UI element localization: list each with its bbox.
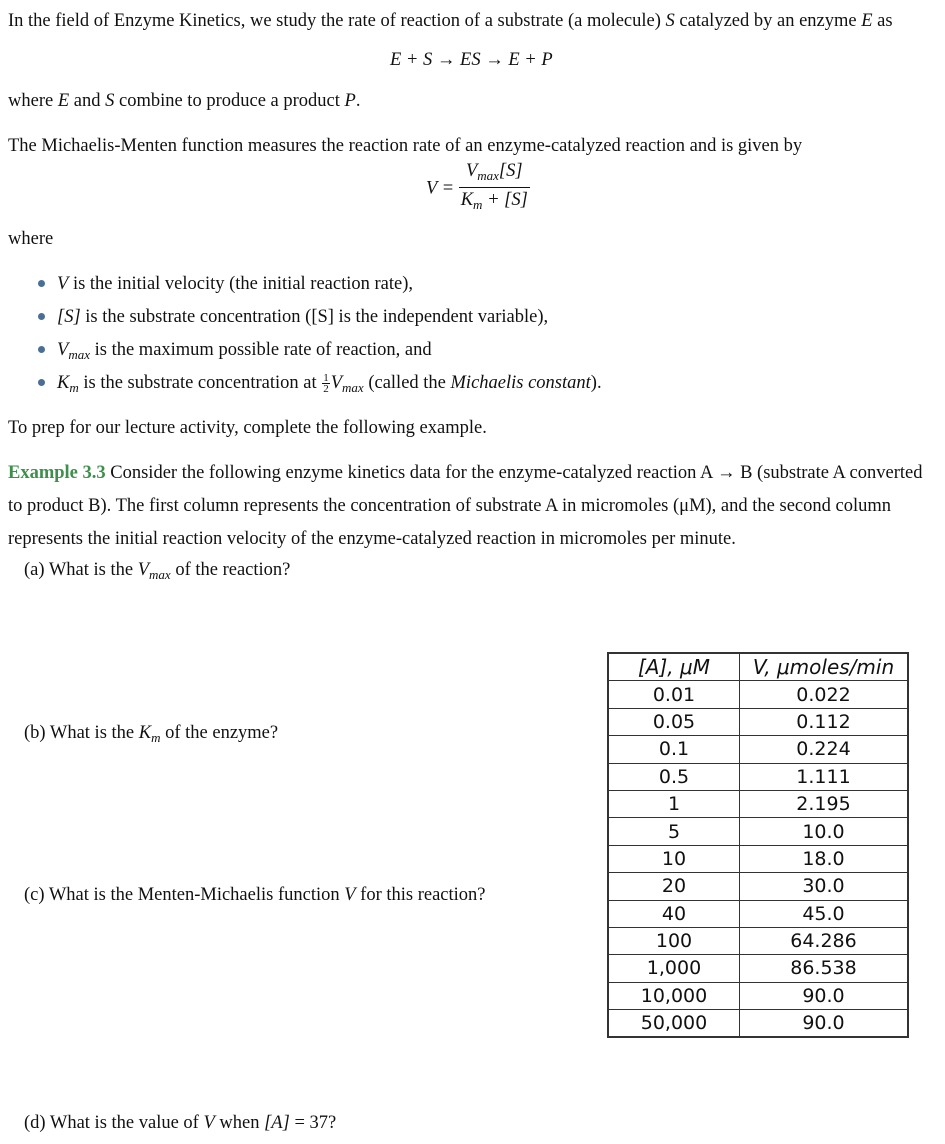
intro-text: In the field of Enzyme Kinetics, we study the rate of reaction of a substrate (a molecule) — [8, 11, 666, 31]
intro-line-1 — [8, 10, 893, 32]
table-row — [609, 1010, 908, 1037]
mm-equation — [426, 160, 530, 217]
table-row — [609, 736, 908, 763]
question-a — [24, 559, 290, 586]
math-symbol: V — [57, 340, 69, 360]
table-row — [609, 982, 908, 1009]
fraction-numerator — [459, 160, 530, 188]
fraction-denominator: 2 — [323, 383, 329, 396]
table-header-row — [609, 654, 908, 681]
question-c — [24, 884, 486, 906]
cell-velocity: 64.286 — [740, 927, 908, 954]
question-text: = 37? — [289, 1113, 337, 1133]
cell-concentration: 0.1 — [609, 736, 740, 763]
math-E: E — [57, 91, 70, 111]
table-row — [609, 873, 908, 900]
bullet-text: is the maximum possible rate of reaction, and — [89, 340, 432, 360]
table-row — [609, 955, 908, 982]
math-sub: m — [69, 380, 79, 395]
intro-text: and — [69, 91, 106, 111]
where-label: where — [8, 229, 54, 249]
math-S: S — [105, 91, 115, 111]
fraction-denominator — [459, 188, 530, 217]
math-E: E — [861, 11, 873, 31]
question-text: (c) What is the Menten-Michaelis function — [24, 885, 345, 905]
math-P: P — [344, 91, 356, 111]
math-V: V — [465, 161, 478, 181]
half-fraction — [322, 373, 330, 394]
bullet-text: (called the — [363, 373, 451, 393]
kinetics-data-table — [608, 653, 908, 1037]
math-sub: m — [473, 197, 483, 212]
example-text: Consider the following enzyme kinetics data for the enzyme-catalyzed reaction A → B (substrate A converted — [105, 463, 923, 483]
cell-concentration: 0.05 — [609, 708, 740, 735]
cell-velocity: 90.0 — [740, 1010, 908, 1037]
math-rest: + [S] — [482, 190, 528, 210]
bullet-text: ). — [590, 373, 602, 393]
question-text: of the reaction? — [170, 560, 291, 580]
cell-concentration: 1,000 — [609, 955, 740, 982]
math-S: [S] — [498, 161, 523, 181]
bullet-icon — [38, 346, 45, 353]
table-row — [609, 845, 908, 872]
table-row — [609, 790, 908, 817]
cell-velocity: 0.112 — [740, 708, 908, 735]
bullet-icon — [38, 280, 45, 287]
math-sub: max — [342, 380, 364, 395]
bullet-icon — [38, 379, 45, 386]
math-sub: max — [477, 168, 499, 183]
math-sub: max — [149, 567, 171, 582]
cell-velocity: 0.022 — [740, 681, 908, 708]
bullet-text: is the initial velocity (the initial reaction rate), — [68, 274, 414, 294]
math-symbol: V — [330, 373, 343, 393]
math-S: S — [665, 11, 675, 31]
cell-concentration: 40 — [609, 900, 740, 927]
cell-concentration: 100 — [609, 927, 740, 954]
cell-velocity: 1.111 — [740, 763, 908, 790]
table-body — [609, 681, 908, 1037]
prep-line: To prep for our lecture activity, complete the following example. — [8, 418, 487, 438]
question-text: (b) What is the — [24, 723, 139, 743]
table-row — [609, 927, 908, 954]
cell-velocity: 10.0 — [740, 818, 908, 845]
bullet-icon — [38, 313, 45, 320]
intro-text: where — [8, 91, 58, 111]
question-text: when — [214, 1113, 265, 1133]
math-symbol: K — [57, 373, 70, 393]
cell-concentration: 5 — [609, 818, 740, 845]
math-sub: m — [151, 730, 161, 745]
cell-concentration: 50,000 — [609, 1010, 740, 1037]
cell-concentration: 1 — [609, 790, 740, 817]
reaction-equation: E + S → ES → E + P — [390, 50, 553, 70]
emphasis-text: Michaelis constant — [450, 373, 591, 393]
math-symbol: V — [203, 1113, 215, 1133]
cell-concentration: 10 — [609, 845, 740, 872]
question-b — [24, 722, 278, 749]
question-d — [24, 1112, 336, 1134]
cell-velocity: 30.0 — [740, 873, 908, 900]
intro-text: . — [355, 91, 361, 111]
example-label: Example 3.3 — [8, 463, 106, 483]
intro-text: as — [872, 11, 893, 31]
question-text: for this reaction? — [355, 885, 486, 905]
math-symbol: K — [138, 723, 152, 743]
math-symbol: [A] — [264, 1113, 290, 1133]
cell-concentration: 0.01 — [609, 681, 740, 708]
cell-velocity: 0.224 — [740, 736, 908, 763]
example-line-1 — [8, 462, 922, 484]
table-row — [609, 818, 908, 845]
equation-fraction — [459, 160, 530, 217]
math-symbol: [S] — [57, 307, 81, 327]
cell-velocity: 86.538 — [740, 955, 908, 982]
question-text: (d) What is the value of — [24, 1113, 204, 1133]
table-row — [609, 681, 908, 708]
intro-text: combine to produce a product — [114, 91, 345, 111]
cell-concentration: 20 — [609, 873, 740, 900]
table-row — [609, 708, 908, 735]
math-symbol: V — [57, 274, 69, 294]
cell-concentration: 0.5 — [609, 763, 740, 790]
table-row — [609, 763, 908, 790]
math-symbol: V — [137, 560, 150, 580]
mm-description: The Michaelis-Menten function measures the reaction rate of an enzyme-catalyzed reaction and is given by — [8, 136, 803, 156]
intro-text: catalyzed by an enzyme — [674, 11, 862, 31]
table-row — [609, 900, 908, 927]
fraction-numerator: 1 — [323, 372, 329, 385]
equation-lhs: V = — [426, 178, 455, 199]
column-header-concentration: [A], μM — [609, 654, 740, 681]
math-K: K — [460, 190, 474, 210]
math-symbol: V — [344, 885, 356, 905]
question-text: of the enzyme? — [160, 723, 279, 743]
cell-velocity: 2.195 — [740, 790, 908, 817]
cell-concentration: 10,000 — [609, 982, 740, 1009]
intro-line-2 — [8, 90, 360, 112]
cell-velocity: 90.0 — [740, 982, 908, 1009]
example-line-3: represents the initial reaction velocity of the enzyme-catalyzed reaction in micromoles per minute. — [8, 529, 736, 549]
math-sub: max — [68, 347, 90, 362]
bullet-text: is the substrate concentration at — [78, 373, 322, 393]
cell-velocity: 18.0 — [740, 845, 908, 872]
cell-velocity: 45.0 — [740, 900, 908, 927]
column-header-velocity: V, μmoles/min — [740, 654, 908, 681]
question-text: (a) What is the — [24, 560, 138, 580]
example-line-2: to product B). The first column represents the concentration of substrate A in micromoles (μM), and the second column — [8, 496, 891, 516]
bullet-text: is the substrate concentration ([S] is the independent variable), — [80, 307, 549, 327]
